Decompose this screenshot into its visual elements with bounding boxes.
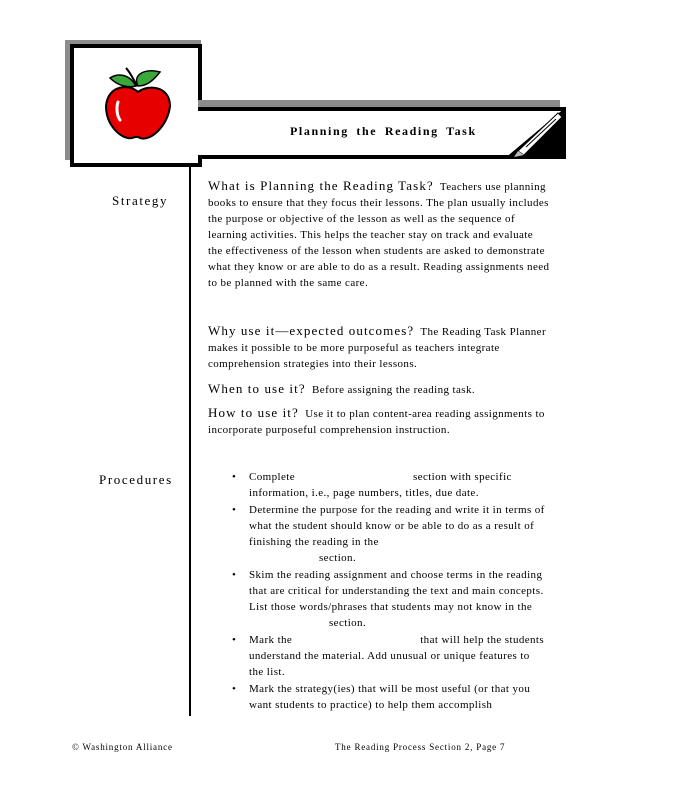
- list-item: [232, 681, 547, 713]
- bullet: •: [232, 471, 237, 483]
- how-heading: How to use it?: [208, 405, 299, 420]
- what-section: [208, 178, 550, 291]
- why-text: The Reading Task Planner makes it possible to be more purposeful as teachers integrate comprehension strategies into their lessons.: [208, 326, 547, 370]
- how-text: Use it to plan content-area reading assignments to incorporate purposeful comprehension instruction.: [208, 408, 545, 436]
- strategy-label: Strategy: [112, 193, 169, 208]
- list-item: [232, 502, 547, 566]
- procedures-list: [232, 469, 547, 714]
- pen-icon: [504, 107, 566, 159]
- how-section: [208, 405, 550, 438]
- procedure-text: section with specific information, i.e., page numbers, titles, due date.: [249, 471, 512, 499]
- what-heading: What is Planning the Reading Task?: [208, 178, 434, 193]
- vertical-divider: [189, 164, 191, 716]
- logo-box: [70, 44, 202, 167]
- procedure-text: Skim the reading assignment and choose terms in the reading that are critical for understanding the text and main concepts. List those words/phrases that students may not know in the: [249, 569, 544, 613]
- list-item: [232, 469, 547, 501]
- title-bar: [198, 107, 566, 159]
- procedure-text: Complete: [249, 471, 295, 483]
- when-heading: When to use it?: [208, 381, 306, 396]
- why-heading: Why use it—expected outcomes?: [208, 323, 415, 338]
- apple-icon: [102, 64, 174, 142]
- bullet: •: [232, 504, 237, 516]
- procedures-label: Procedures: [99, 472, 173, 487]
- procedure-text: section.: [329, 617, 367, 629]
- page-title: Planning the Reading Task: [290, 124, 477, 138]
- footer-copyright: © Washington Alliance: [72, 742, 173, 752]
- bullet: •: [232, 569, 237, 581]
- bullet: •: [232, 634, 237, 646]
- procedure-text: that will help the students understand the material. Add unusual or unique features to the list.: [249, 634, 545, 678]
- when-text: Before assigning the reading task.: [312, 384, 476, 396]
- procedure-text: section.: [319, 552, 357, 564]
- list-item: [232, 632, 547, 680]
- footer-page-number: The Reading Process Section 2, Page 7: [335, 742, 506, 752]
- why-section: [208, 323, 550, 372]
- procedure-text: Mark the strategy(ies) that will be most useful (or that you want students to practice) to help them accomplish: [249, 683, 531, 711]
- list-item: [232, 567, 547, 631]
- procedure-text: Mark the: [249, 634, 293, 646]
- procedure-text: Determine the purpose for the reading and write it in terms of what the student should know or be able to do as a result of finishing the reading in the: [249, 504, 545, 548]
- what-text: Teachers use planning books to ensure that they focus their lessons. The plan usually includes the purpose or objective of the lesson as well as the sequence of learning activities. This helps the teacher stay on track and evaluate the effectiveness of the lesson when students are asked to demonstrate what they know or are able to do as a result. Reading assignments need to be planned with the same care.: [208, 181, 550, 289]
- bullet: •: [232, 683, 237, 695]
- title-shadow: [198, 100, 560, 107]
- when-section: [208, 381, 550, 398]
